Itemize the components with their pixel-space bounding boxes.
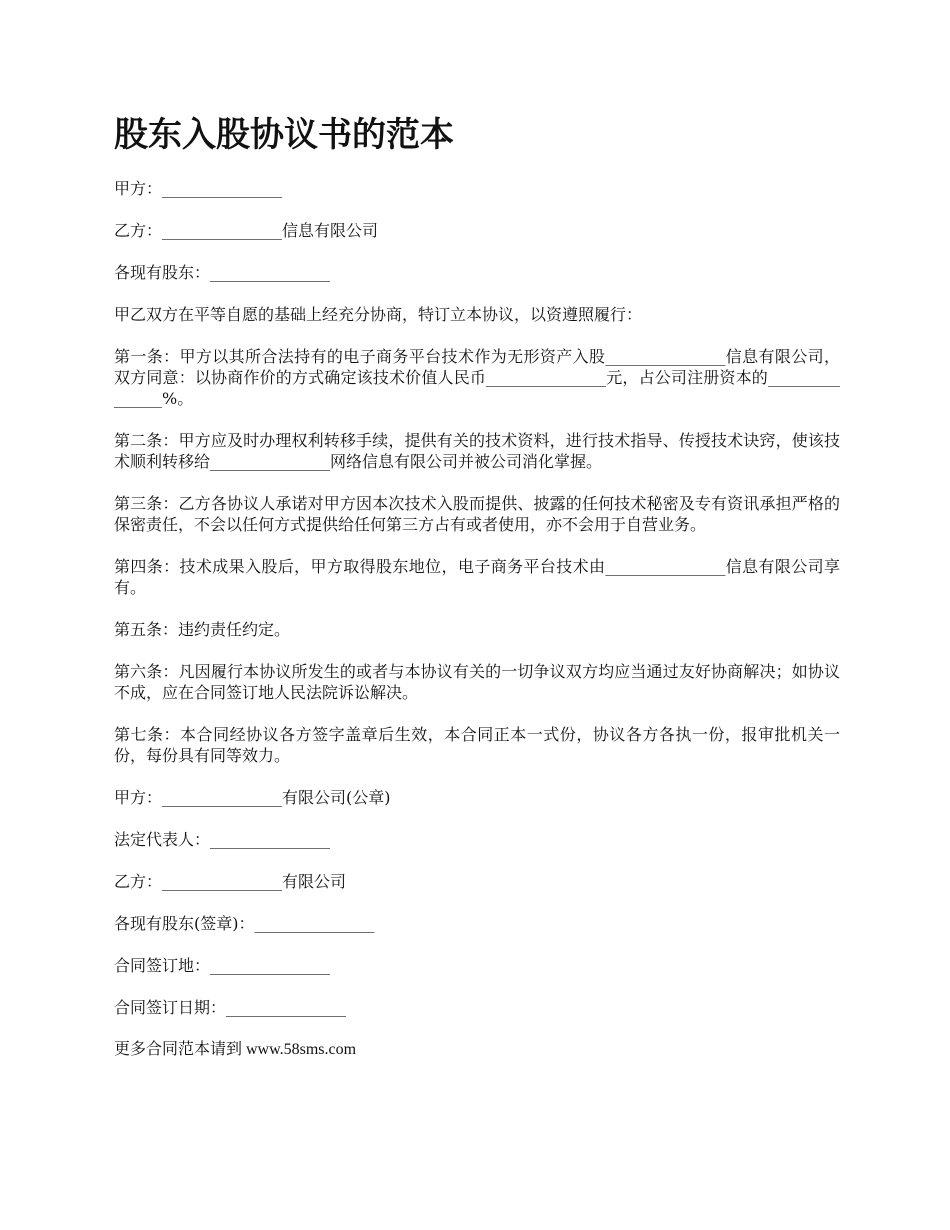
article-3: 第三条：乙方各协议人承诺对甲方因本次技术入股而提供、披露的任何技术秘密及专有资讯承担严格的保密责任，不会以任何方式提供给任何第三方占有或者使用，亦不会用于自营业务。: [114, 494, 840, 534]
article-6: 第六条：凡因履行本协议所发生的或者与本协议有关的一切争议双方均应当通过友好协商解决；如协议不成，应在合同签订地人民法院诉讼解决。: [114, 662, 840, 702]
signature-existing-shareholders: 各现有股东(签章)：_______________: [114, 914, 375, 933]
signature-party-b: 乙方：_______________有限公司: [114, 872, 347, 891]
article-2: 第二条：甲方应及时办理权利转移手续，提供有关的技术资料，进行技术指导、传授技术诀窍，使该技术顺利转移给_______________网络信息有限公司并被公司消化掌握。: [114, 431, 840, 471]
signing-date: 合同签订日期：_______________: [114, 998, 347, 1017]
party-a-line: 甲方：_______________: [114, 179, 283, 198]
article-1: 第一条：甲方以其所合法持有的电子商务平台技术作为无形资产入股_______________信息有限公司，双方同意：以协商作价的方式确定该技术价值人民币_______________元，占公司注册资本的_______________%。: [114, 347, 840, 408]
document-page: [114, 110, 840, 1081]
existing-shareholders-line: 各现有股东：_______________: [114, 263, 331, 282]
article-7: 第七条：本合同经协议各方签字盖章后生效，本合同正本一式份，协议各方各执一份，报审批机关一份，每份具有同等效力。: [114, 725, 840, 765]
document-title: 股东入股协议书的范本: [114, 115, 454, 155]
signature-legal-representative: 法定代表人：_______________: [114, 830, 331, 849]
article-5: 第五条：违约责任约定。: [114, 620, 291, 639]
article-4: 第四条：技术成果入股后，甲方取得股东地位，电子商务平台技术由_______________信息有限公司享有。: [114, 557, 840, 597]
signature-party-a: 甲方：_______________有限公司(公章): [114, 788, 391, 807]
preamble: 甲乙双方在平等自愿的基础上经充分协商，特订立本协议，以资遵照履行：: [114, 305, 643, 324]
party-b-line: 乙方：_______________信息有限公司: [114, 221, 379, 240]
more-templates-note: 更多合同范本请到 www.58sms.com: [114, 1041, 357, 1058]
signing-place: 合同签订地：_______________: [114, 956, 331, 975]
